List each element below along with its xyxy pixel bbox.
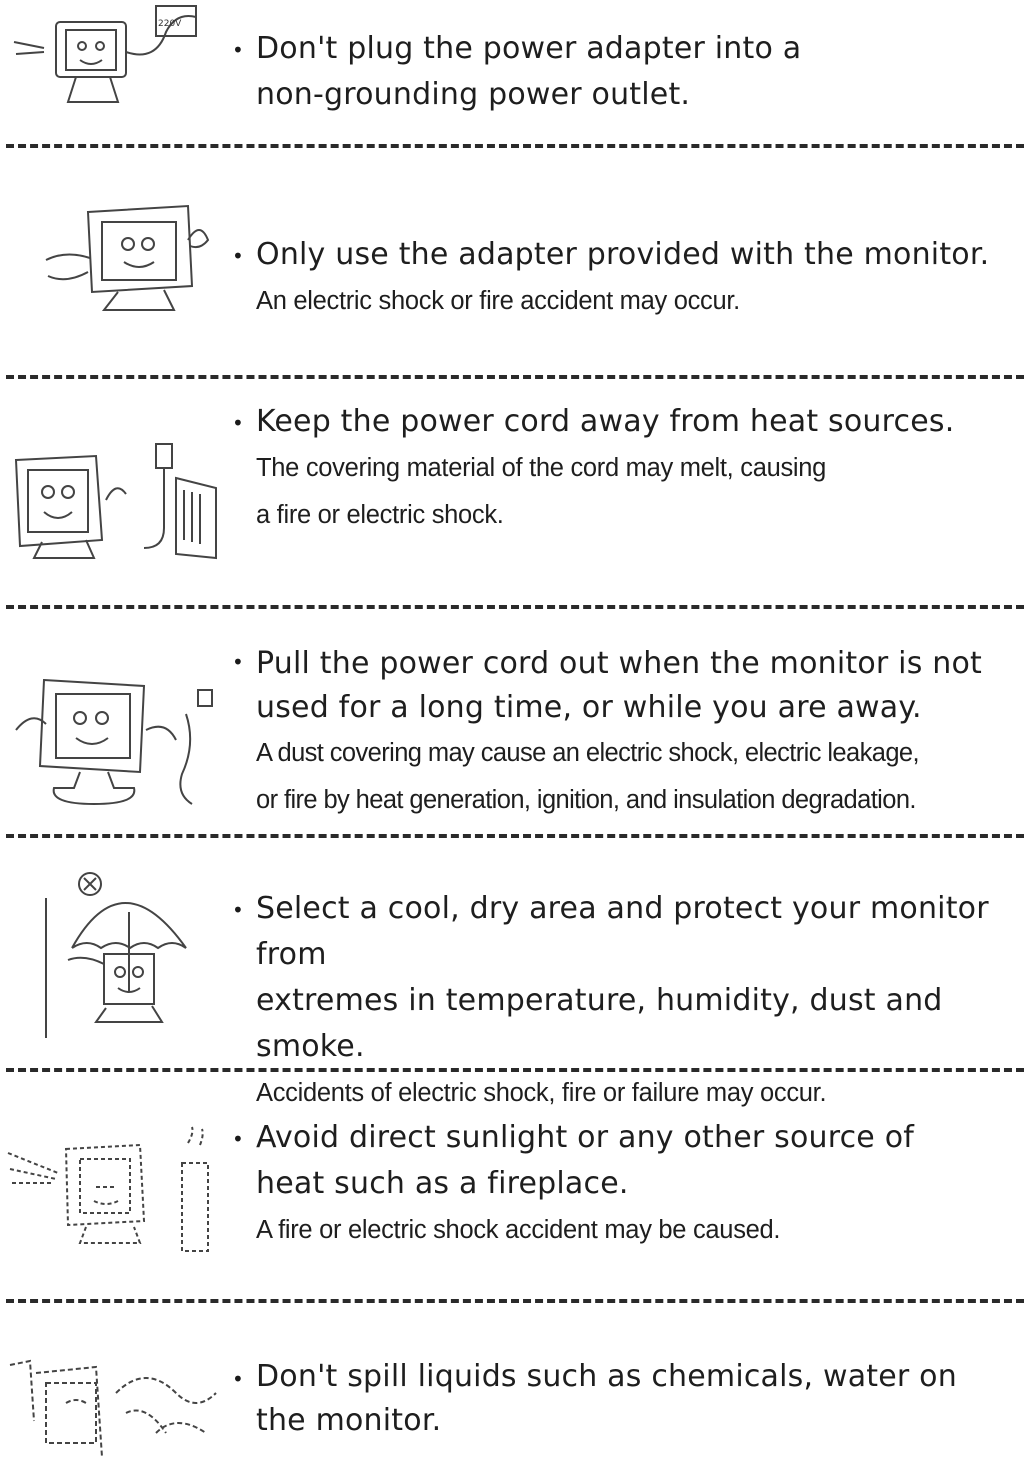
svg-text:220V: 220V xyxy=(158,19,182,29)
bullet: • xyxy=(232,898,244,922)
item-5-note-1: Accidents of electric shock, fire or failure may occur. xyxy=(256,1079,827,1107)
item-4-note-1: A dust covering may cause an electric shock, electric leakage, xyxy=(256,739,919,767)
monitor-adapter-illustration xyxy=(6,200,221,320)
item-2-note-1: An electric shock or fire accident may occur. xyxy=(256,287,740,315)
dashed-divider xyxy=(6,1068,1024,1072)
item-6-line-1: Avoid direct sunlight or any other source of xyxy=(256,1120,915,1155)
dashed-divider xyxy=(6,1299,1024,1303)
item-1-line-2: non-grounding power outlet. xyxy=(256,77,691,112)
safety-item-7 xyxy=(0,1335,1034,1463)
bullet: • xyxy=(232,650,244,674)
item-3-note-2: a fire or electric shock. xyxy=(256,501,504,529)
monitor-unplug-illustration xyxy=(6,670,221,810)
safety-item-3 xyxy=(0,395,1034,585)
bullet: • xyxy=(232,38,244,62)
item-3-line-1: Keep the power cord away from heat sources. xyxy=(256,404,955,439)
monitor-heater-illustration xyxy=(6,430,221,565)
dashed-divider xyxy=(6,375,1024,379)
monitor-outlet-illustration xyxy=(6,2,221,122)
item-4-note-2: or fire by heat generation, ignition, and insulation degradation. xyxy=(256,786,916,814)
monitor-liquid-illustration xyxy=(6,1353,221,1463)
item-4-line-2: used for a long time, or while you are away. xyxy=(256,690,922,725)
item-7-line-2: the monitor. xyxy=(256,1403,442,1438)
safety-item-4 xyxy=(0,640,1034,820)
dashed-divider xyxy=(6,144,1024,148)
dashed-divider xyxy=(6,605,1024,609)
safety-item-5 xyxy=(0,860,1034,1107)
bullet: • xyxy=(232,411,244,435)
monitor-sunlight-illustration xyxy=(6,1123,221,1263)
monitor-umbrella-illustration xyxy=(6,868,221,1038)
bullet: • xyxy=(232,244,244,268)
dashed-divider xyxy=(6,834,1024,838)
safety-item-2 xyxy=(0,190,1034,340)
item-1-line-1: Don't plug the power adapter into a xyxy=(256,31,802,66)
item-5-line-2: extremes in temperature, humidity, dust and smoke. xyxy=(256,983,943,1064)
safety-item-6 xyxy=(0,1095,1034,1275)
item-6-note-1: A fire or electric shock accident may be caused. xyxy=(256,1216,781,1244)
item-4-line-1: Pull the power cord out when the monitor is not xyxy=(256,646,982,681)
bullet: • xyxy=(232,1367,244,1391)
item-6-line-2: heat such as a fireplace. xyxy=(256,1166,629,1201)
item-5-line-1: Select a cool, dry area and protect your monitor from xyxy=(256,891,989,972)
bullet: • xyxy=(232,1127,244,1151)
item-3-note-1: The covering material of the cord may melt, causing xyxy=(256,454,827,482)
item-2-line-1: Only use the adapter provided with the monitor. xyxy=(256,237,990,272)
safety-item-1 xyxy=(0,0,1034,130)
item-7-line-1: Don't spill liquids such as chemicals, water on xyxy=(256,1359,957,1394)
